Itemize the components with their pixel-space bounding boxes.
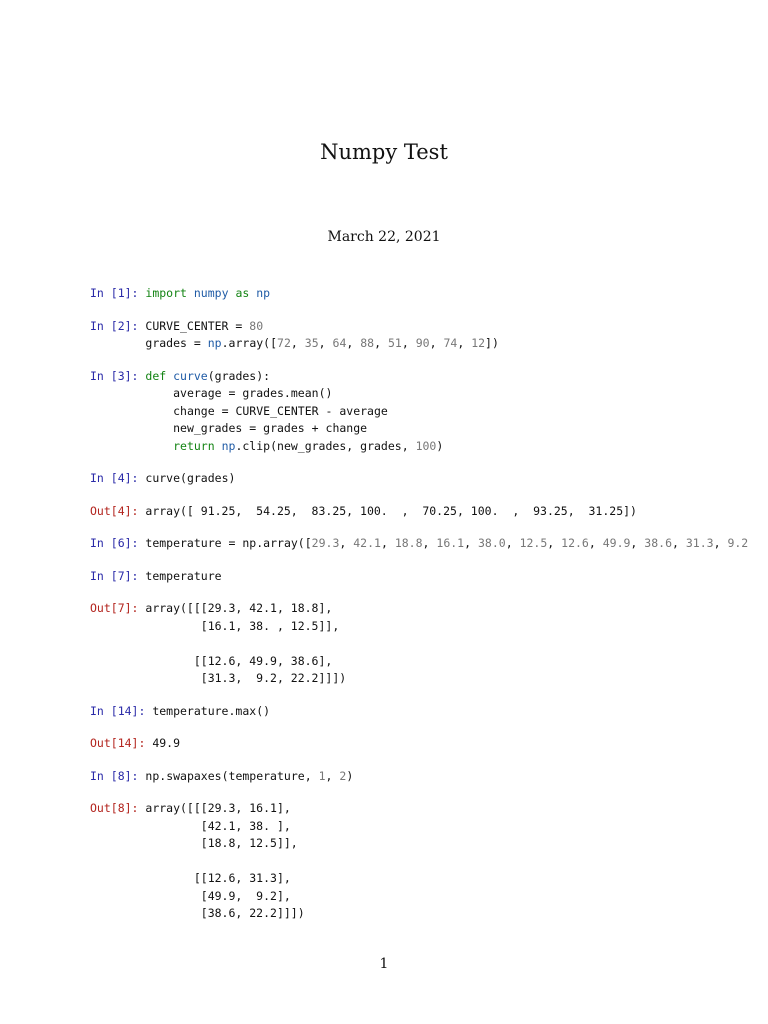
code-token-8-0-0: temperature bbox=[152, 703, 229, 718]
code-text: array([[[29.3, 42.1, 18.8], bbox=[145, 601, 333, 615]
code-line bbox=[90, 318, 768, 336]
code-line bbox=[90, 368, 768, 386]
code-token-2-4-12 bbox=[409, 439, 416, 453]
code-token-2-3-3: = bbox=[249, 421, 257, 435]
input-cell bbox=[90, 368, 768, 456]
output-prompt: Out[14]: bbox=[90, 736, 153, 750]
code-token-5-0-21: 38.0 bbox=[477, 536, 506, 550]
code-token-2-2-2 bbox=[215, 404, 222, 418]
code-token-2-4-11: , bbox=[401, 438, 409, 453]
code-line bbox=[90, 618, 768, 636]
code-token-1-1-14 bbox=[326, 336, 333, 350]
code-token-1-1-3 bbox=[201, 336, 208, 350]
code-token-5-0-36: 31.3 bbox=[685, 536, 714, 550]
code-token-1-1-8: [ bbox=[270, 336, 278, 350]
code-line bbox=[90, 818, 768, 836]
code-token-2-2-7: - bbox=[325, 403, 333, 418]
output-prompt bbox=[90, 835, 145, 853]
code-token-2-4-4: . bbox=[235, 438, 243, 453]
code-token-8-0-3: ( bbox=[256, 703, 264, 718]
code-line bbox=[90, 600, 768, 618]
code-token-2-2-1: change bbox=[173, 403, 215, 418]
code-token-2-1-2 bbox=[222, 386, 229, 400]
code-token-1-1-9: 72 bbox=[277, 336, 291, 350]
code-token-1-1-7: ( bbox=[263, 336, 271, 350]
input-cell bbox=[90, 535, 768, 553]
code-token-0-0-2: numpy bbox=[193, 286, 229, 300]
code-token-5-0-19: , bbox=[464, 536, 472, 550]
code-token-5-0-30: 49.9 bbox=[602, 536, 631, 550]
code-token-10-0-4: temperature bbox=[228, 768, 305, 783]
input-prompt: In [3]: bbox=[90, 368, 146, 383]
code-token-5-0-18: 16.1 bbox=[436, 536, 465, 550]
code-token-1-0-4: 80 bbox=[249, 318, 264, 333]
input-cell bbox=[90, 703, 768, 721]
code-text: [18.8, 12.5]], bbox=[145, 836, 298, 850]
code-token-1-1-28: , bbox=[457, 336, 465, 350]
input-prompt bbox=[90, 335, 145, 353]
code-token-5-0-39: 9.2 bbox=[727, 536, 749, 550]
code-text bbox=[145, 285, 270, 303]
code-token-2-4-3: np bbox=[221, 438, 236, 453]
code-token-1-1-21: 51 bbox=[387, 336, 402, 350]
code-text: 49.9 bbox=[152, 736, 181, 750]
document-title: Numpy Test bbox=[320, 140, 448, 164]
code-text: array([ 91.25, 54.25, 83.25, 100. , 70.25, 100. , 93.25, 31.25]) bbox=[145, 503, 637, 518]
code-token-5-0-35 bbox=[679, 536, 686, 550]
code-line bbox=[90, 335, 768, 353]
code-token-2-4-8: , bbox=[346, 438, 354, 453]
code-token-1-1-18: 88 bbox=[360, 336, 375, 350]
code-token-10-0-5: , bbox=[304, 768, 312, 783]
input-prompt bbox=[90, 420, 145, 438]
code-token-10-0-2: swapaxes bbox=[166, 768, 222, 783]
code-token-1-1-10: , bbox=[290, 336, 298, 350]
code-token-1-1-23 bbox=[409, 336, 416, 350]
input-prompt: In [14]: bbox=[90, 703, 153, 718]
code-token-2-2-5: CURVE_CENTER bbox=[235, 403, 319, 418]
code-line bbox=[90, 768, 768, 786]
code-token-5-0-16: , bbox=[422, 536, 430, 550]
code-token-5-0-20 bbox=[471, 536, 478, 550]
code-token-2-3-1: new_grades bbox=[173, 421, 243, 435]
code-token-10-0-6 bbox=[312, 769, 319, 783]
code-text bbox=[145, 385, 332, 403]
code-token-2-3-6 bbox=[305, 421, 312, 435]
code-text bbox=[145, 470, 235, 488]
code-token-0-0-4: as bbox=[235, 286, 250, 300]
code-token-1-1-30: 12 bbox=[471, 336, 486, 350]
code-line bbox=[90, 888, 768, 906]
output-prompt bbox=[90, 635, 145, 653]
code-token-5-0-15: 18.8 bbox=[394, 536, 423, 550]
output-prompt bbox=[90, 905, 145, 923]
code-token-5-0-34: , bbox=[672, 536, 679, 550]
code-token-5-0-2: = bbox=[228, 536, 236, 550]
input-prompt bbox=[90, 385, 145, 403]
code-token-1-1-12: 35 bbox=[304, 336, 319, 350]
output-prompt: Out[4]: bbox=[90, 503, 146, 518]
code-text bbox=[145, 335, 499, 353]
output-prompt bbox=[90, 888, 145, 906]
code-token-2-1-9: ) bbox=[325, 386, 333, 400]
code-token-2-4-1: return bbox=[173, 438, 215, 453]
code-line bbox=[90, 703, 768, 721]
code-line bbox=[90, 853, 768, 871]
code-token-1-1-16: , bbox=[346, 336, 354, 350]
code-token-8-0-4: ) bbox=[263, 703, 271, 718]
output-cell bbox=[90, 600, 768, 688]
code-token-10-0-7: 1 bbox=[318, 768, 326, 783]
input-prompt: In [8]: bbox=[90, 768, 146, 783]
code-token-1-1-27: 74 bbox=[443, 336, 458, 350]
page-number: 1 bbox=[379, 956, 389, 972]
code-text: [[12.6, 49.9, 38.6], bbox=[145, 653, 333, 668]
code-token-8-0-2: max bbox=[235, 703, 257, 718]
output-prompt bbox=[90, 670, 145, 688]
output-prompt bbox=[90, 870, 145, 888]
code-text bbox=[145, 568, 221, 586]
code-text bbox=[145, 403, 387, 421]
input-prompt: In [1]: bbox=[90, 286, 146, 300]
output-cell bbox=[90, 735, 768, 753]
code-token-2-3-0 bbox=[145, 421, 173, 435]
input-prompt: In [7]: bbox=[90, 568, 146, 583]
code-token-1-1-25: , bbox=[429, 336, 437, 350]
code-token-2-1-8: ( bbox=[318, 386, 326, 400]
code-token-2-0-3: ( bbox=[207, 368, 215, 383]
code-token-1-0-0: CURVE_CENTER bbox=[145, 318, 229, 333]
output-prompt: Out[8]: bbox=[90, 801, 146, 815]
code-line bbox=[90, 568, 768, 586]
code-line bbox=[90, 420, 768, 438]
code-token-1-1-20 bbox=[381, 336, 388, 350]
code-line bbox=[90, 870, 768, 888]
code-token-6-0-0: temperature bbox=[145, 568, 222, 583]
code-text bbox=[145, 420, 367, 438]
code-token-1-1-31: ] bbox=[485, 336, 492, 350]
code-line bbox=[90, 735, 768, 753]
code-token-10-0-11: ) bbox=[346, 768, 354, 783]
code-token-1-1-22: , bbox=[401, 336, 409, 350]
code-token-10-0-1: . bbox=[159, 768, 167, 783]
code-token-2-1-5: grades bbox=[242, 386, 284, 400]
code-token-5-0-13: , bbox=[380, 536, 388, 550]
code-token-2-4-13: 100 bbox=[415, 438, 437, 453]
code-token-5-0-25: , bbox=[547, 536, 555, 550]
input-prompt: In [2]: bbox=[90, 318, 146, 333]
output-prompt bbox=[90, 853, 145, 871]
code-text bbox=[145, 438, 443, 456]
input-cell bbox=[90, 568, 768, 586]
code-token-2-4-10: grades bbox=[360, 438, 402, 453]
code-token-2-1-6: . bbox=[283, 386, 291, 400]
code-token-2-2-3: = bbox=[221, 403, 229, 418]
input-prompt: In [4]: bbox=[90, 471, 146, 485]
code-token-5-0-29 bbox=[596, 536, 603, 550]
code-token-10-0-0: np bbox=[145, 768, 160, 783]
code-token-3-0-1: ( bbox=[180, 471, 187, 485]
code-token-2-2-9: average bbox=[339, 403, 388, 418]
code-token-1-1-2: = bbox=[193, 336, 201, 350]
code-token-5-0-10: , bbox=[339, 536, 347, 550]
code-token-1-1-24: 90 bbox=[415, 336, 430, 350]
code-token-5-0-7: ( bbox=[297, 536, 305, 550]
code-token-2-3-5: grades bbox=[263, 421, 305, 435]
output-prompt bbox=[90, 653, 145, 671]
code-token-5-0-8: [ bbox=[304, 536, 312, 550]
code-token-2-1-7: mean bbox=[290, 386, 319, 400]
code-token-1-1-15: 64 bbox=[332, 336, 347, 350]
code-token-0-0-0: import bbox=[145, 286, 187, 300]
code-token-2-4-2 bbox=[215, 439, 222, 453]
document-date: March 22, 2021 bbox=[327, 229, 441, 245]
code-token-1-0-2: = bbox=[235, 318, 243, 333]
code-token-5-0-33: 38.6 bbox=[644, 536, 672, 550]
code-text: [42.1, 38. ], bbox=[145, 818, 291, 833]
input-cell bbox=[90, 285, 768, 303]
code-text bbox=[145, 768, 353, 786]
code-token-5-0-5: . bbox=[256, 536, 264, 550]
code-text bbox=[152, 703, 270, 721]
code-token-3-0-2: grades bbox=[186, 471, 229, 485]
code-text bbox=[145, 318, 263, 336]
code-token-2-4-14: ) bbox=[436, 438, 444, 453]
code-token-1-1-32: ) bbox=[491, 336, 499, 350]
code-line bbox=[90, 470, 768, 488]
code-token-5-0-24: 12.5 bbox=[519, 536, 548, 550]
code-text: [38.6, 22.2]]]) bbox=[145, 906, 305, 920]
code-token-1-1-11 bbox=[298, 336, 305, 350]
code-token-2-0-0: def bbox=[145, 368, 167, 383]
code-token-1-1-0: grades bbox=[145, 336, 187, 350]
code-token-3-0-3: ) bbox=[228, 471, 236, 485]
code-line bbox=[90, 438, 768, 456]
code-token-0-0-1 bbox=[187, 286, 194, 300]
code-line bbox=[90, 535, 768, 553]
code-token-10-0-10: 2 bbox=[339, 768, 347, 783]
input-prompt bbox=[90, 438, 145, 456]
code-token-2-0-6: : bbox=[263, 368, 271, 383]
input-prompt bbox=[90, 403, 145, 421]
code-token-5-0-27: 12.6 bbox=[561, 536, 589, 550]
code-text bbox=[145, 535, 748, 553]
code-token-1-1-1 bbox=[187, 336, 194, 350]
input-cell bbox=[90, 318, 768, 353]
code-token-8-0-1: . bbox=[228, 703, 236, 718]
code-text: array([[[29.3, 16.1], bbox=[145, 801, 291, 815]
code-token-5-0-28: , bbox=[588, 536, 596, 550]
code-text bbox=[145, 368, 270, 386]
code-token-5-0-4: np bbox=[242, 536, 257, 550]
code-token-5-0-6: array bbox=[263, 536, 298, 550]
code-token-1-1-5: . bbox=[221, 336, 229, 350]
code-line bbox=[90, 653, 768, 671]
code-token-5-0-22: , bbox=[505, 536, 513, 550]
output-cell bbox=[90, 503, 768, 521]
code-text: [49.9, 9.2], bbox=[145, 888, 291, 903]
code-token-2-0-5: ) bbox=[256, 368, 264, 383]
code-token-5-0-12: 42.1 bbox=[353, 536, 381, 550]
code-token-1-1-19: , bbox=[374, 336, 382, 350]
code-line bbox=[90, 403, 768, 421]
output-cell bbox=[90, 800, 768, 923]
code-token-1-1-4: np bbox=[207, 336, 222, 350]
input-cell bbox=[90, 470, 768, 488]
code-text: [16.1, 38. , 12.5]], bbox=[145, 618, 340, 633]
code-token-5-0-1 bbox=[222, 536, 229, 550]
code-token-5-0-37: , bbox=[713, 536, 721, 550]
code-text: [31.3, 9.2, 22.2]]]) bbox=[145, 671, 347, 685]
code-text: [[12.6, 31.3], bbox=[145, 871, 291, 885]
code-token-5-0-23 bbox=[513, 536, 520, 550]
code-token-2-3-7: + bbox=[311, 421, 319, 435]
code-line bbox=[90, 670, 768, 688]
code-token-2-0-2: curve bbox=[173, 368, 208, 383]
code-token-10-0-8: , bbox=[325, 768, 333, 783]
code-token-10-0-3: ( bbox=[221, 768, 229, 783]
code-token-2-1-3: = bbox=[228, 386, 236, 400]
code-token-2-3-8 bbox=[319, 421, 326, 435]
code-token-2-4-7: new_grades bbox=[277, 438, 347, 453]
code-line bbox=[90, 385, 768, 403]
code-token-2-2-0 bbox=[145, 404, 173, 418]
code-token-2-0-4: grades bbox=[214, 368, 257, 383]
code-token-2-4-5: clip bbox=[242, 438, 271, 453]
output-prompt bbox=[90, 818, 145, 836]
input-cell bbox=[90, 768, 768, 786]
code-token-2-4-6: ( bbox=[270, 438, 278, 453]
code-token-5-0-14 bbox=[388, 536, 395, 550]
code-token-5-0-31: , bbox=[630, 536, 638, 550]
output-prompt: Out[7]: bbox=[90, 601, 146, 615]
code-line bbox=[90, 635, 768, 653]
code-line bbox=[90, 800, 768, 818]
code-token-1-1-13: , bbox=[318, 336, 326, 350]
input-prompt: In [6]: bbox=[90, 536, 146, 550]
code-token-2-1-0 bbox=[145, 386, 173, 400]
notebook-cells bbox=[90, 285, 768, 938]
code-token-0-0-6: np bbox=[256, 286, 271, 300]
code-token-2-1-1: average bbox=[173, 386, 222, 400]
code-token-3-0-0: curve bbox=[145, 471, 181, 485]
code-line bbox=[90, 905, 768, 923]
code-token-5-0-9: 29.3 bbox=[311, 536, 340, 550]
code-token-1-1-6: array bbox=[228, 336, 264, 350]
code-token-5-0-0: temperature bbox=[145, 536, 222, 550]
code-token-2-4-0 bbox=[145, 439, 173, 453]
code-token-2-3-9: change bbox=[325, 421, 368, 435]
output-prompt bbox=[90, 618, 145, 636]
code-line bbox=[90, 503, 768, 521]
code-line bbox=[90, 285, 768, 303]
code-line bbox=[90, 835, 768, 853]
